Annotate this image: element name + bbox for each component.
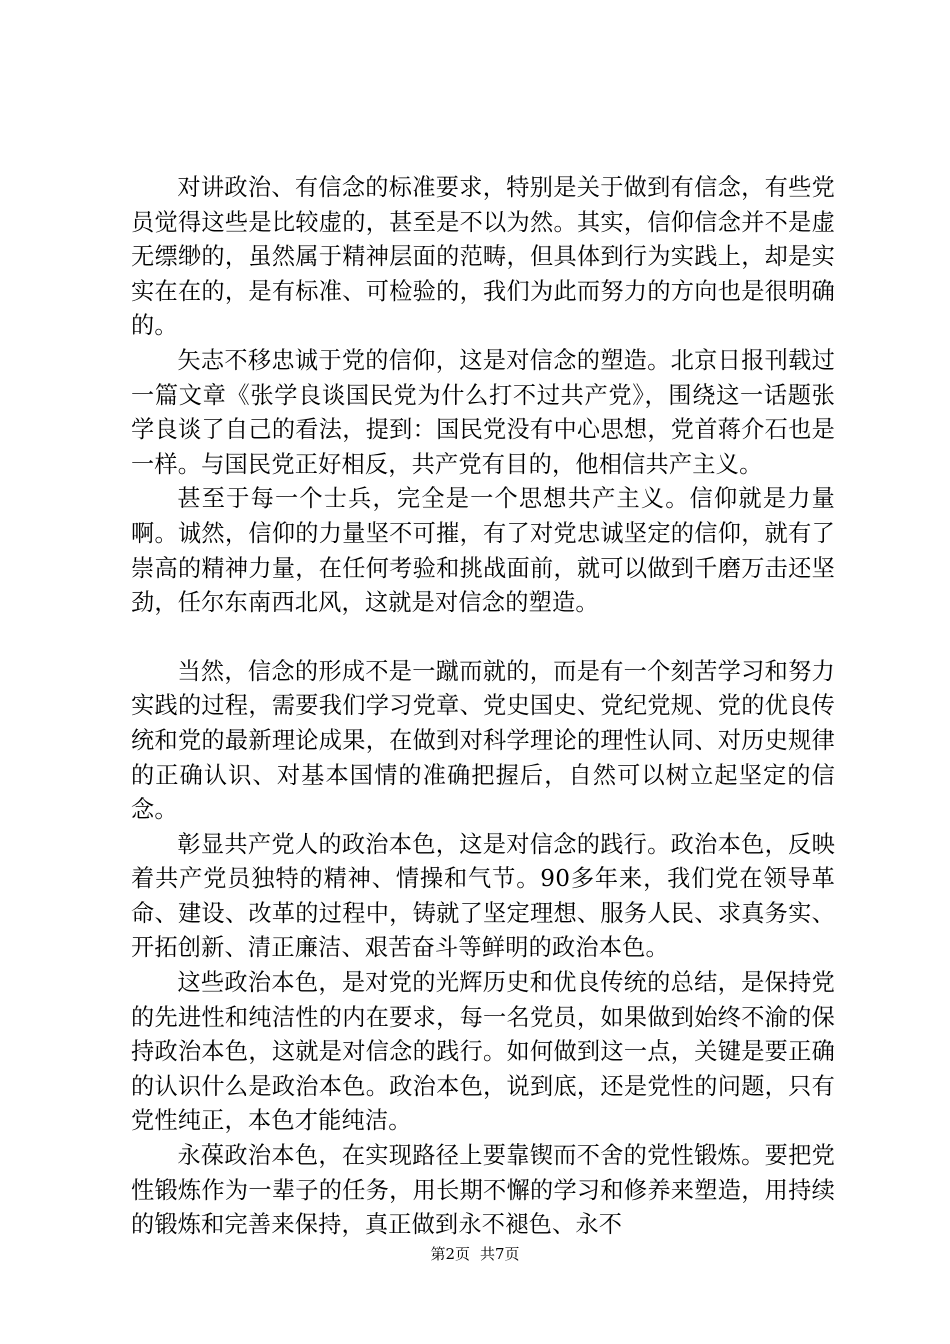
paragraph: 这些政治本色，是对党的光辉历史和优良传统的总结，是保持党的先进性和纯洁性的内在要求，每一名党员，如果做到始终不渝的保持政治本色，这就是对信念的践行。如何做到这一点，关键是要正确的认识什么是政治本色。政治本色，说到底，还是党性的问题，只有党性纯正，本色才能纯洁。	[131, 969, 835, 1135]
document-body	[131, 171, 835, 1243]
page-number: 第2页	[430, 1245, 470, 1263]
paragraph: 矢志不移忠诚于党的信仰，这是对信念的塑造。北京日报刊载过一篇文章《张学良谈国民党为什么打不过共产党》，围绕这一话题张学良谈了自己的看法，提到：国民党没有中心思想，党首蒋介石也是一样。与国民党正好相反，共产党有目的，他相信共产主义。	[131, 346, 835, 478]
paragraph: 对讲政治、有信念的标准要求，特别是关于做到有信念，有些党员觉得这些是比较虚的，甚至是不以为然。其实，信仰信念并不是虚无缥缈的，虽然属于精神层面的范畴，但具体到行为实践上，却是实实在在的，是有标准、可检验的，我们为此而努力的方向也是很明确的。	[131, 174, 835, 340]
page-total: 共7页	[480, 1245, 520, 1263]
paragraph: 彰显共产党人的政治本色，这是对信念的践行。政治本色，反映着共产党员独特的精神、情操和气节。90多年来，我们党在领导革命、建设、改革的过程中，铸就了坚定理想、服务人民、求真务实、开拓创新、清正廉洁、艰苦奋斗等鲜明的政治本色。	[131, 830, 835, 962]
page-footer	[0, 1244, 950, 1264]
paragraph: 甚至于每一个士兵，完全是一个思想共产主义。信仰就是力量啊。诚然，信仰的力量坚不可摧，有了对党忠诚坚定的信仰，就有了崇高的精神力量，在任何考验和挑战面前，就可以做到千磨万击还坚劲，任尔东南西北风，这就是对信念的塑造。	[131, 485, 835, 617]
paragraph: 当然，信念的形成不是一蹴而就的，而是有一个刻苦学习和努力实践的过程，需要我们学习党章、党史国史、党纪党规、党的优良传统和党的最新理论成果，在做到对科学理论的理性认同、对历史规律的正确认识、对基本国情的准确把握后，自然可以树立起坚定的信念。	[131, 657, 835, 824]
paragraph-gap	[131, 621, 835, 655]
paragraph: 永葆政治本色，在实现路径上要靠锲而不舍的党性锻炼。要把党性锻炼作为一辈子的任务，用长期不懈的学习和修养来塑造，用持续的锻炼和完善来保持，真正做到永不褪色、永不	[131, 1142, 835, 1239]
